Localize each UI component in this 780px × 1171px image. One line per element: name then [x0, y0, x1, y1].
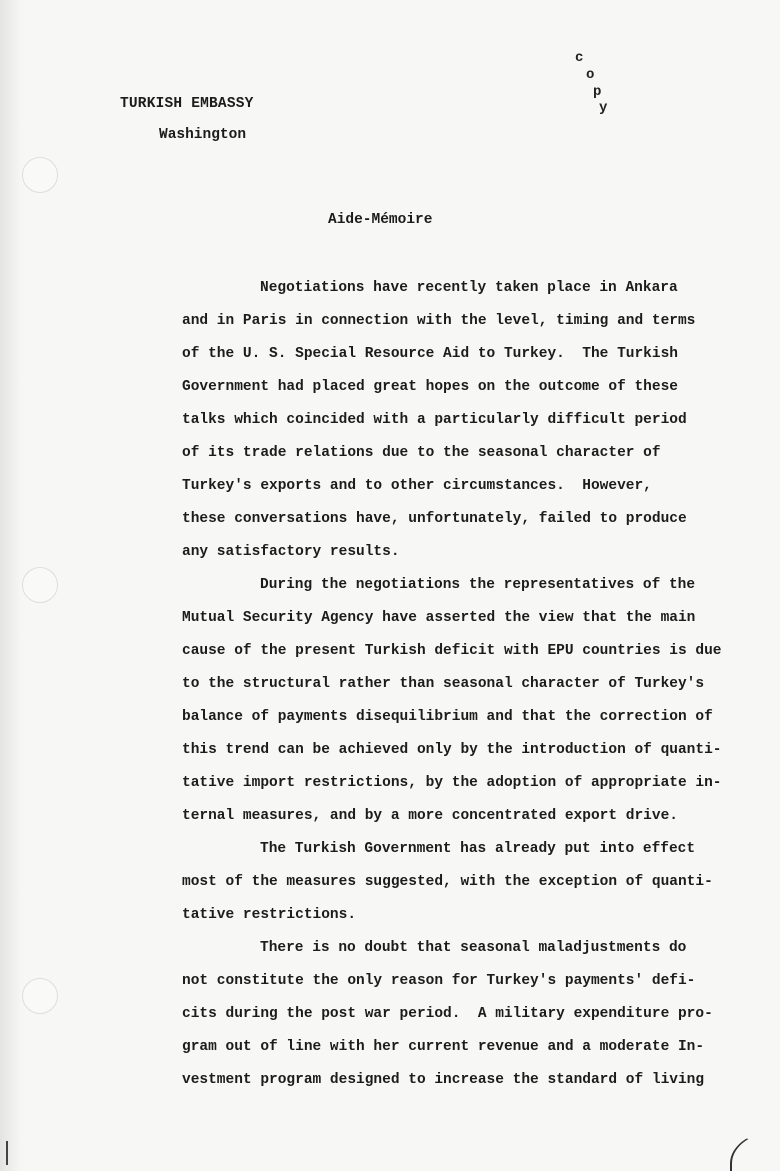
text-line: of its trade relations due to the seasonal character of — [182, 445, 661, 461]
text-line: most of the measures suggested, with the exception of quanti- — [182, 874, 713, 890]
copy-stamp-letter: o — [586, 67, 595, 83]
punch-hole-middle — [22, 567, 58, 603]
paragraph — [182, 569, 722, 833]
document-body — [182, 272, 722, 1097]
text-line: Turkey's exports and to other circumstances. However, — [182, 478, 652, 494]
text-line: balance of payments disequilibrium and that the correction of — [182, 709, 713, 725]
text-line: Government had placed great hopes on the outcome of these — [182, 379, 678, 395]
text-line: to the structural rather than seasonal character of Turkey's — [182, 676, 705, 692]
text-line: The Turkish Government has already put into effect — [260, 841, 696, 857]
document-title: Aide-Mémoire — [328, 212, 433, 228]
text-line: tative import restrictions, by the adoption of appropriate in- — [182, 775, 722, 791]
page-corner-curl — [730, 1130, 780, 1171]
text-line: not constitute the only reason for Turkey's payments' defi- — [182, 973, 696, 989]
copy-stamp-letter: c — [575, 50, 584, 66]
copy-stamp — [573, 50, 613, 120]
page-edge-shadow — [0, 0, 22, 1171]
text-line: There is no doubt that seasonal maladjustments do — [260, 940, 687, 956]
text-line: talks which coincided with a particularly difficult period — [182, 412, 687, 428]
text-line: cits during the post war period. A military expenditure pro- — [182, 1006, 713, 1022]
punch-hole-bottom — [22, 978, 58, 1014]
text-line: and in Paris in connection with the level, timing and terms — [182, 313, 696, 329]
text-line: these conversations have, unfortunately, failed to produce — [182, 511, 687, 527]
letterhead-embassy: TURKISH EMBASSY — [120, 96, 254, 112]
text-line: gram out of line with her current revenue and a moderate In- — [182, 1039, 705, 1055]
text-line: any satisfactory results. — [182, 544, 400, 560]
text-line: During the negotiations the representatives of the — [260, 577, 696, 593]
text-line: cause of the present Turkish deficit with EPU countries is due — [182, 643, 722, 659]
copy-stamp-letter: y — [599, 100, 608, 116]
text-line: this trend can be achieved only by the introduction of quanti- — [182, 742, 722, 758]
copy-stamp-letter: p — [593, 84, 602, 100]
text-line: of the U. S. Special Resource Aid to Turkey. The Turkish — [182, 346, 678, 362]
text-line: Mutual Security Agency have asserted the view that the main — [182, 610, 696, 626]
letterhead-city: Washington — [159, 127, 247, 143]
binding-mark — [6, 1141, 14, 1165]
paragraph — [182, 272, 696, 569]
paragraph — [182, 932, 713, 1097]
text-line: Negotiations have recently taken place in Ankara — [260, 280, 678, 296]
text-line: tative restrictions. — [182, 907, 357, 923]
punch-hole-top — [22, 157, 58, 193]
paragraph — [182, 833, 713, 932]
text-line: ternal measures, and by a more concentrated export drive. — [182, 808, 678, 824]
text-line: vestment program designed to increase the standard of living — [182, 1072, 705, 1088]
